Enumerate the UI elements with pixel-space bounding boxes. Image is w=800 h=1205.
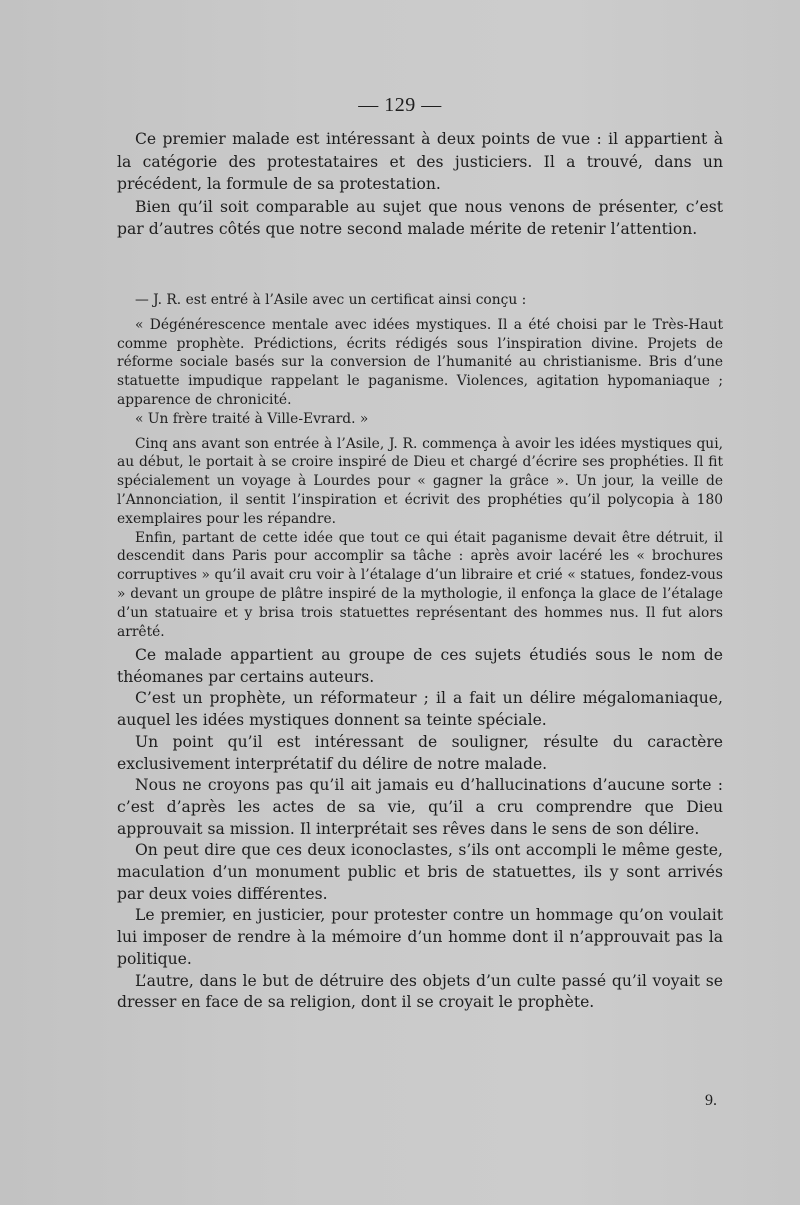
discussion-paragraph: Nous ne croyons pas qu’il ait jamais eu d’hallucinations d’aucune sorte : c’est d’après les actes de sa vie, qu’il a cru comprendre que Dieu approuvait sa mission. Il interprétait ses rêves dans le sens de son délire.	[117, 776, 723, 838]
discussion-paragraph: C’est un prophète, un réformateur ; il a fait un délire mégalomaniaque, auquel les idées mystiques donnent sa teinte spéciale.	[117, 689, 723, 730]
discussion-section	[117, 645, 723, 1014]
discussion-paragraph: On peut dire que ces deux iconoclastes, s’ils ont accompli le même geste, maculation d’un monument public et bris de statuettes, ils y sont arrivés par deux voies différentes.	[117, 841, 723, 903]
case-report-section	[117, 291, 723, 641]
intro-section	[117, 128, 723, 241]
discussion-paragraph: Un point qu’il est intéressant de souligner, résulte du caractère exclusivement interprétatif du délire de notre malade.	[117, 732, 723, 773]
discussion-paragraph: L’autre, dans le but de détruire des objets d’un culte passé qu’il voyait se dresser en face de sa religion, dont il se croyait le prophète.	[117, 971, 723, 1012]
signature-mark: 9.	[705, 1092, 717, 1109]
certificate-quote-end: « Un frère traité à Ville-Evrard. »	[135, 410, 369, 427]
intro-paragraph: Bien qu’il soit comparable au sujet que nous venons de présenter, c’est par d’autres côtés que notre second malade mérite de retenir l’attention.	[117, 197, 723, 238]
discussion-paragraph: Le premier, en justicier, pour protester contre un hommage qu’on voulait lui imposer de rendre à la mémoire d’un homme dont il n’approuvait pas la politique.	[117, 906, 723, 968]
case-history-paragraph: Enfin, partant de cette idée que tout ce qui était paganisme devait être détruit, il descendit dans Paris pour accomplir sa tâche : après avoir lacéré les « brochures corruptives » qu’il avait cru voir à l’étalage d’un libraire et crié « statues, fondez-vous » devant un groupe de plâtre inspiré de la mythologie, il enfonça la glace de l’étalage d’un statuaire et y brisa trois statuettes représentant des hommes nus. Il fut alors arrêté.	[117, 529, 723, 640]
intro-paragraph: Ce premier malade est intéressant à deux points de vue : il appartient à la catégorie des protestataires et des justiciers. Il a trouvé, dans un précédent, la formule de sa protestation.	[117, 130, 723, 193]
page-number: — 129 —	[358, 94, 442, 116]
case-opening: — J. R. est entré à l’Asile avec un certificat ainsi conçu :	[135, 292, 527, 308]
certificate-quote: « Dégénérescence mentale avec idées mystiques. Il a été choisi par le Très-Haut comme prophète. Prédictions, écrits rédigés sous l’inspiration divine. Projets de réforme sociale basés sur la conversion de l’humanité au christianisme. Bris d’une statuette impudique rappelant le paganisme. Violences, agitation hypomaniaque ; apparence de chronicité.	[117, 316, 723, 408]
discussion-paragraph: Ce malade appartient au groupe de ces sujets étudiés sous le nom de théomanes par certains auteurs.	[117, 646, 723, 686]
case-history-paragraph: Cinq ans avant son entrée à l’Asile, J. R. commença à avoir les idées mystiques qui, au début, le portait à se croire inspiré de Dieu et chargé d’écrire ses prophéties. Il fit spécialement un voyage à Lourdes pour « gagner la grâce ». Un jour, la veille de l’Annonciation, il sentit l’inspiration et écrivit des prophéties qu’il polycopia à 180 exemplaires pour les répandre.	[117, 435, 723, 527]
